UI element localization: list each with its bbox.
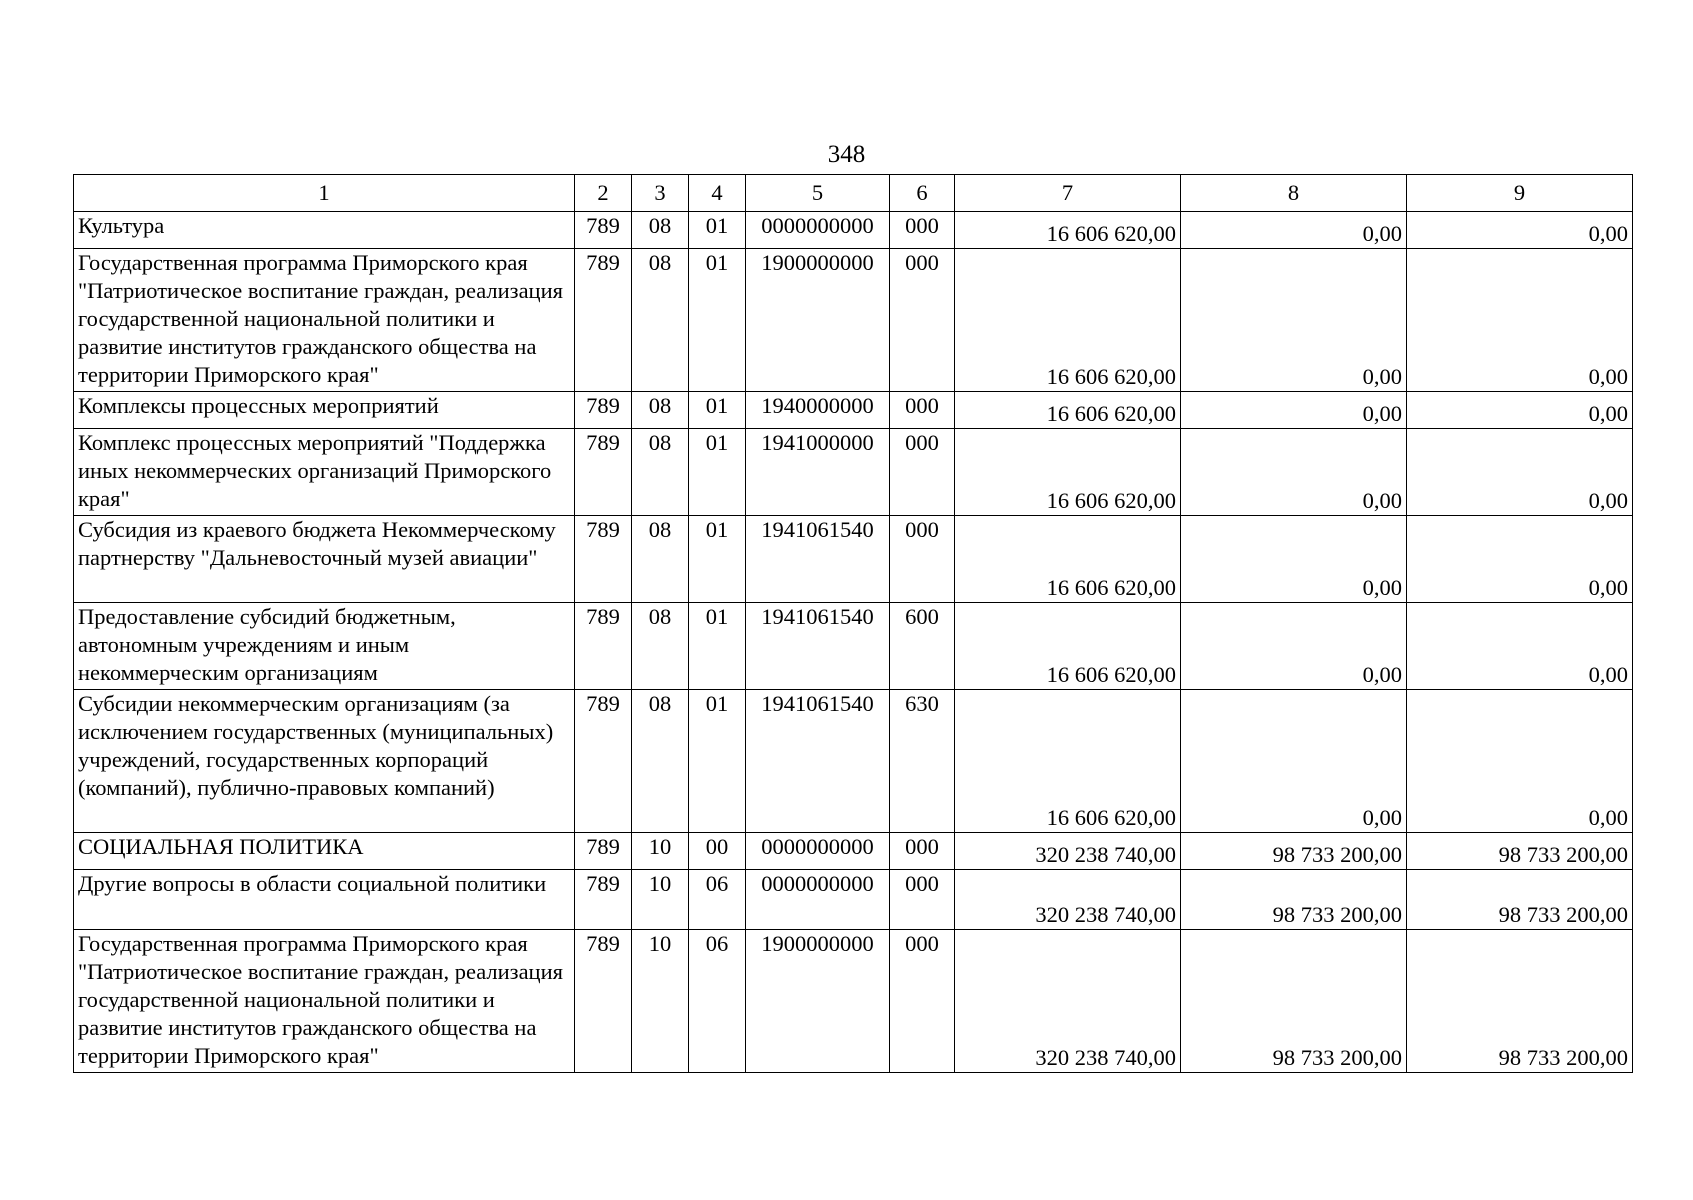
code-cell-6: 000	[890, 930, 955, 1073]
code-cell-6: 600	[890, 603, 955, 690]
row-name-cell: Предоставление субсидий бюджетным, автономным учреждениям и иным некоммерческим организациям	[74, 603, 575, 690]
amount-cell-7: 16 606 620,00	[955, 690, 1181, 833]
row-name-cell: Комплекс процессных мероприятий "Поддержка иных некоммерческих организаций Приморского края"	[74, 429, 575, 516]
code-cell-5: 0000000000	[746, 212, 890, 249]
amount-cell-9: 0,00	[1407, 392, 1633, 429]
amount-cell-7: 16 606 620,00	[955, 516, 1181, 603]
table-row	[74, 690, 1633, 833]
row-name-cell: Субсидии некоммерческим организациям (за исключением государственных (муниципальных) учреждений, государственных корпораций (компаний), публично-правовых компаний)	[74, 690, 575, 833]
code-cell-3: 08	[632, 212, 689, 249]
row-name-cell: Комплексы процессных мероприятий	[74, 392, 575, 429]
code-cell-2: 789	[575, 429, 632, 516]
amount-cell-9: 98 733 200,00	[1407, 870, 1633, 930]
amount-cell-8: 0,00	[1181, 429, 1407, 516]
code-cell-5: 1900000000	[746, 930, 890, 1073]
amount-cell-8: 0,00	[1181, 603, 1407, 690]
table-row	[74, 603, 1633, 690]
table-row	[74, 870, 1633, 930]
amount-cell-8: 0,00	[1181, 212, 1407, 249]
amount-cell-9: 98 733 200,00	[1407, 833, 1633, 870]
code-cell-6: 000	[890, 249, 955, 392]
amount-cell-9: 98 733 200,00	[1407, 930, 1633, 1073]
code-cell-3: 08	[632, 429, 689, 516]
code-cell-6: 000	[890, 212, 955, 249]
code-cell-6: 000	[890, 429, 955, 516]
code-cell-2: 789	[575, 930, 632, 1073]
code-cell-2: 789	[575, 249, 632, 392]
column-header-6: 6	[890, 175, 955, 212]
code-cell-6: 000	[890, 833, 955, 870]
code-cell-6: 630	[890, 690, 955, 833]
code-cell-2: 789	[575, 833, 632, 870]
code-cell-2: 789	[575, 603, 632, 690]
code-cell-3: 08	[632, 249, 689, 392]
column-header-8: 8	[1181, 175, 1407, 212]
code-cell-2: 789	[575, 690, 632, 833]
amount-cell-7: 16 606 620,00	[955, 212, 1181, 249]
code-cell-5: 0000000000	[746, 870, 890, 930]
code-cell-6: 000	[890, 516, 955, 603]
amount-cell-8: 98 733 200,00	[1181, 870, 1407, 930]
amount-cell-9: 0,00	[1407, 212, 1633, 249]
code-cell-4: 01	[689, 392, 746, 429]
code-cell-5: 1941061540	[746, 690, 890, 833]
amount-cell-8: 98 733 200,00	[1181, 833, 1407, 870]
code-cell-2: 789	[575, 516, 632, 603]
code-cell-3: 10	[632, 870, 689, 930]
code-cell-5: 1900000000	[746, 249, 890, 392]
table-row	[74, 429, 1633, 516]
code-cell-4: 01	[689, 429, 746, 516]
column-header-3: 3	[632, 175, 689, 212]
table-row	[74, 212, 1633, 249]
amount-cell-8: 0,00	[1181, 392, 1407, 429]
amount-cell-7: 320 238 740,00	[955, 833, 1181, 870]
row-name-cell: Культура	[74, 212, 575, 249]
code-cell-5: 1940000000	[746, 392, 890, 429]
amount-cell-8: 98 733 200,00	[1181, 930, 1407, 1073]
code-cell-2: 789	[575, 392, 632, 429]
row-name-cell: Государственная программа Приморского края "Патриотическое воспитание граждан, реализация государственной национальной политики и развитие институтов гражданского общества на территории Приморского края"	[74, 930, 575, 1073]
code-cell-4: 01	[689, 516, 746, 603]
code-cell-5: 0000000000	[746, 833, 890, 870]
code-cell-3: 08	[632, 392, 689, 429]
table-header-row	[74, 175, 1633, 212]
code-cell-6: 000	[890, 392, 955, 429]
code-cell-4: 00	[689, 833, 746, 870]
code-cell-3: 08	[632, 516, 689, 603]
row-name-cell: СОЦИАЛЬНАЯ ПОЛИТИКА	[74, 833, 575, 870]
budget-table	[73, 174, 1633, 1073]
column-header-9: 9	[1407, 175, 1633, 212]
page-number: 348	[827, 141, 866, 168]
code-cell-5: 1941061540	[746, 603, 890, 690]
column-header-1: 1	[74, 175, 575, 212]
code-cell-4: 06	[689, 870, 746, 930]
amount-cell-7: 320 238 740,00	[955, 930, 1181, 1073]
amount-cell-7: 16 606 620,00	[955, 429, 1181, 516]
amount-cell-7: 320 238 740,00	[955, 870, 1181, 930]
code-cell-6: 000	[890, 870, 955, 930]
amount-cell-9: 0,00	[1407, 603, 1633, 690]
amount-cell-8: 0,00	[1181, 690, 1407, 833]
code-cell-4: 01	[689, 212, 746, 249]
column-header-5: 5	[746, 175, 890, 212]
code-cell-2: 789	[575, 870, 632, 930]
table-row	[74, 930, 1633, 1073]
amount-cell-9: 0,00	[1407, 690, 1633, 833]
table-row	[74, 516, 1633, 603]
amount-cell-9: 0,00	[1407, 516, 1633, 603]
row-name-cell: Другие вопросы в области социальной политики	[74, 870, 575, 930]
code-cell-4: 01	[689, 249, 746, 392]
amount-cell-7: 16 606 620,00	[955, 392, 1181, 429]
amount-cell-8: 0,00	[1181, 249, 1407, 392]
amount-cell-8: 0,00	[1181, 516, 1407, 603]
code-cell-5: 1941061540	[746, 516, 890, 603]
amount-cell-7: 16 606 620,00	[955, 249, 1181, 392]
table-row	[74, 833, 1633, 870]
code-cell-3: 10	[632, 833, 689, 870]
code-cell-4: 01	[689, 690, 746, 833]
code-cell-2: 789	[575, 212, 632, 249]
code-cell-5: 1941000000	[746, 429, 890, 516]
code-cell-3: 08	[632, 603, 689, 690]
amount-cell-9: 0,00	[1407, 429, 1633, 516]
column-header-7: 7	[955, 175, 1181, 212]
column-header-2: 2	[575, 175, 632, 212]
code-cell-4: 01	[689, 603, 746, 690]
table-row	[74, 392, 1633, 429]
code-cell-4: 06	[689, 930, 746, 1073]
row-name-cell: Субсидия из краевого бюджета Некоммерческому партнерству "Дальневосточный музей авиации"	[74, 516, 575, 603]
column-header-4: 4	[689, 175, 746, 212]
amount-cell-7: 16 606 620,00	[955, 603, 1181, 690]
row-name-cell: Государственная программа Приморского края "Патриотическое воспитание граждан, реализация государственной национальной политики и развитие институтов гражданского общества на территории Приморского края"	[74, 249, 575, 392]
amount-cell-9: 0,00	[1407, 249, 1633, 392]
code-cell-3: 08	[632, 690, 689, 833]
table-row	[74, 249, 1633, 392]
code-cell-3: 10	[632, 930, 689, 1073]
